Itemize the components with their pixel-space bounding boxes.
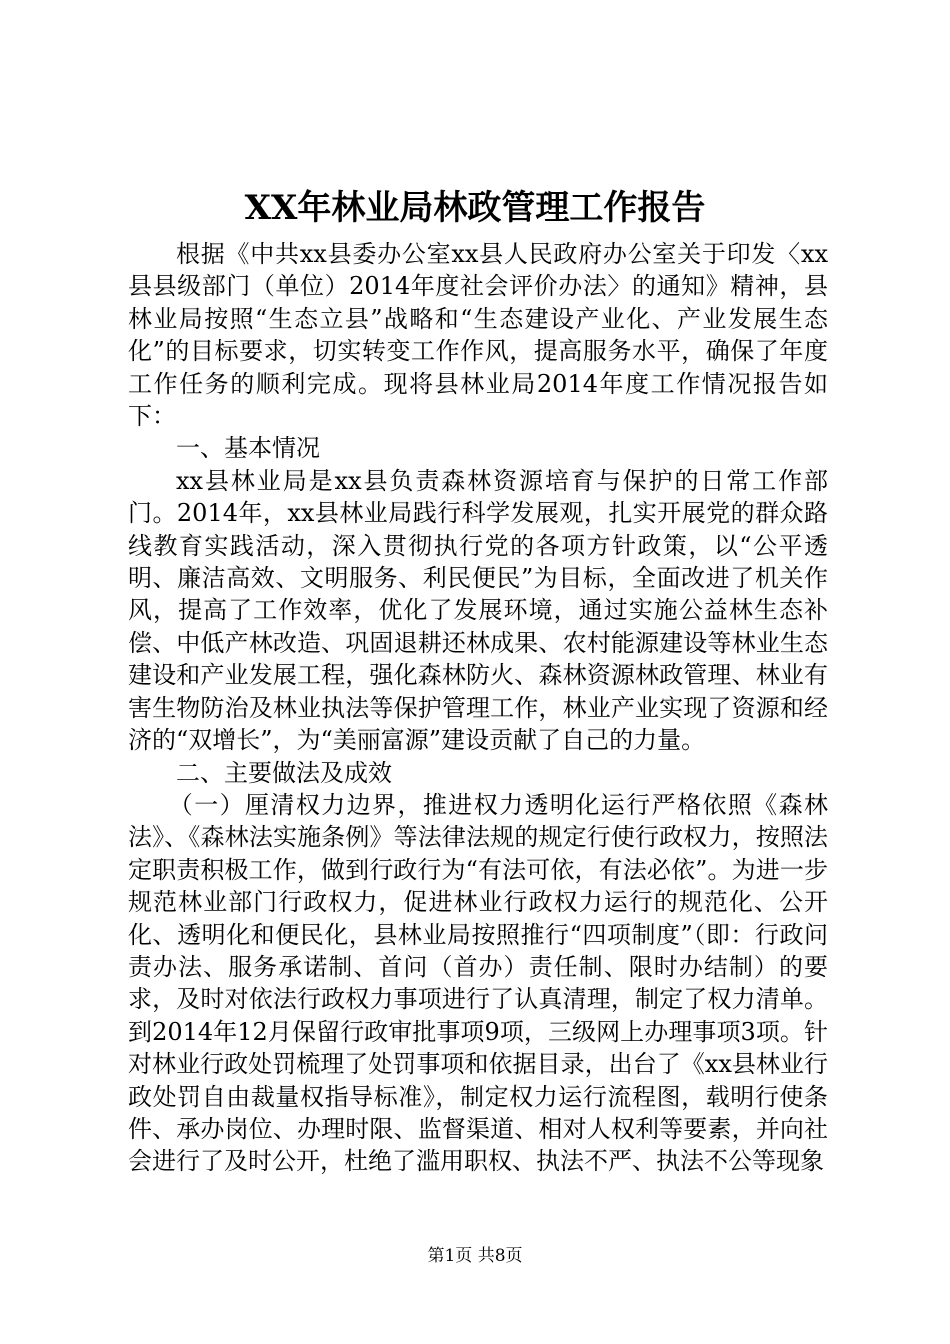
intro-paragraph: 根据《中共xx县委办公室xx县人民政府办公室关于印发〈xx县县级部门（单位）2014年度社会评价办法〉的通知》精神，县林业局按照“生态立县”战略和“生态建设产业化、产业发展生态化”的目标要求，切实转变工作作风，提高服务水平，确保了年度工作任务的顺利完成。现将县林业局2014年度工作情况报告如下： <box>128 240 828 431</box>
section-heading-main-practices: 二、主要做法及成效 <box>176 758 392 787</box>
document-title: XX年林业局林政管理工作报告 <box>244 188 706 228</box>
page-footer: 第1页 共8页 <box>427 1246 523 1266</box>
basic-situation-paragraph: xx县林业局是xx县负责森林资源培育与保护的日常工作部门。2014年，xx县林业局践行科学发展观，扎实开展党的群众路线教育实践活动，深入贯彻执行党的各项方针政策，以“公平透明、廉洁高效、文明服务、利民便民”为目标，全面改进了机关作风，提高了工作效率，优化了发展环境，通过实施公益林生态补偿、中低产林改造、巩固退耕还林成果、农村能源建设等林业生态建设和产业发展工程，强化森林防火、森林资源林政管理、林业有害生物防治及林业执法等保护管理工作，林业产业实现了资源和经济的“双增长”，为“美丽富源”建设贡献了自己的力量。 <box>128 466 828 755</box>
document-body <box>128 238 828 1178</box>
subsection-power-boundary-paragraph: （一）厘清权力边界，推进权力透明化运行严格依照《森林法》、《森林法实施条例》等法律法规的规定行使行政权力，按照法定职责积极工作，做到行政行为“有法可依，有法必依”。为进一步规范林业部门行政权力，促进林业行政权力运行的规范化、公开化、透明化和便民化，县林业局按照推行“四项制度”（即：行政问责办法、服务承诺制、首问（首办）责任制、限时办结制）的要求，及时对依法行政权力事项进行了认真清理，制定了权力清单。到2014年12月保留行政审批事项9项，三级网上办理事项3项。针对林业行政处罚梳理了处罚事项和依据目录，出台了《xx县林业行政处罚自由裁量权指导标准》，制定权力运行流程图，载明行使条件、承办岗位、办理时限、监督渠道、相对人权利等要素，并向社会进行了及时公开，杜绝了滥用职权、执法不严、执法不公等现象 <box>128 790 828 1176</box>
section-heading-basic-situation: 一、基本情况 <box>176 434 320 463</box>
